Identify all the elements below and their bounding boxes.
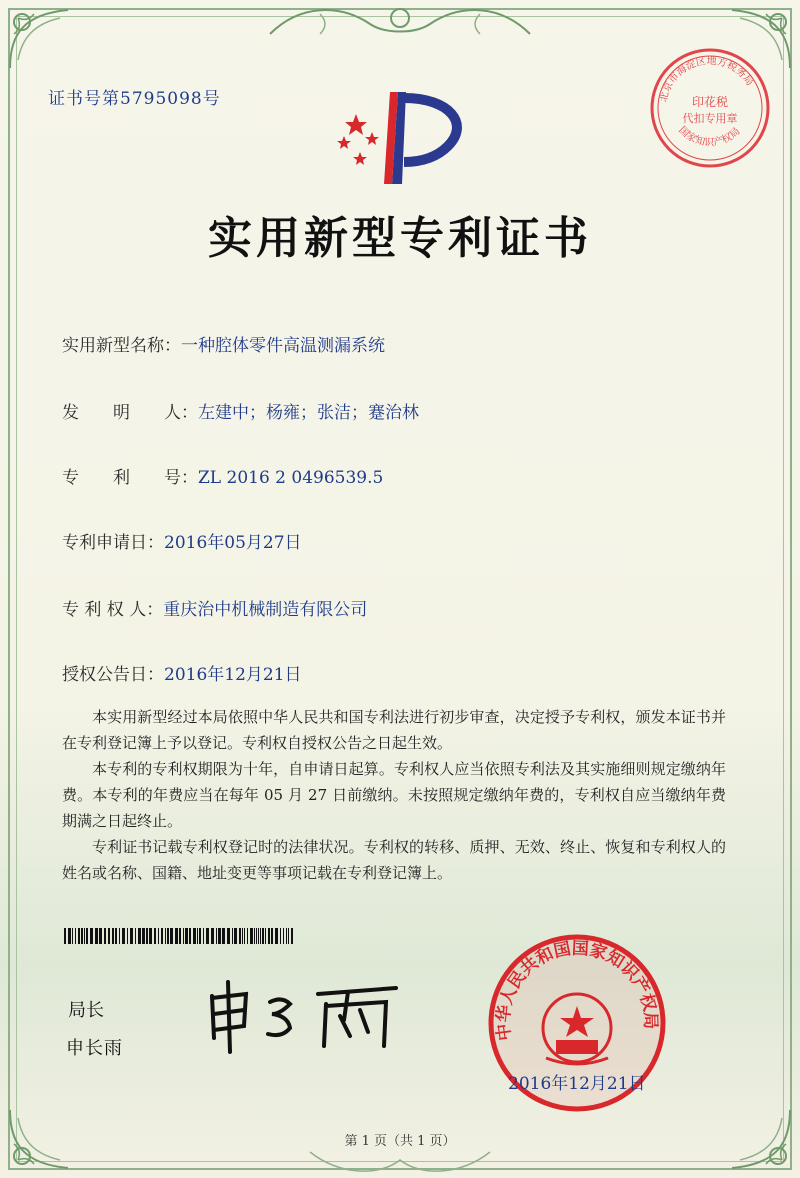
barcode-bar	[170, 928, 173, 944]
barcode-bar	[291, 928, 293, 944]
barcode-bar	[84, 928, 85, 944]
signatory-name: 申长雨	[66, 1038, 123, 1059]
handwritten-signature-icon	[200, 976, 410, 1056]
certificate-number: 证书号第5795098号	[48, 89, 221, 109]
field-label: 授权公告日：	[62, 665, 164, 685]
barcode-bar	[81, 928, 83, 944]
barcode-bar	[222, 928, 225, 944]
barcode-bar	[258, 928, 259, 944]
paragraph-text: 本专利的专利权期限为十年，自申请日起算。专利权人应当依照专利法及其实施细则规定缴纳年费。本专利的年费应当在每年 05 月 27 日前缴纳。未按照规定缴纳年费的，专利权自应当缴纳年费期满之日起终止。	[62, 760, 726, 830]
barcode-bar	[232, 928, 233, 944]
barcode-bar	[75, 928, 76, 944]
barcode-bar	[64, 928, 66, 944]
field-label: 专 利 权 人：	[62, 600, 164, 620]
barcode-bar	[108, 928, 110, 944]
certificate-title: 实用新型专利证书	[208, 213, 592, 264]
barcode-bar	[286, 928, 287, 944]
field-label: 发 明 人：	[62, 403, 198, 423]
barcode-bar	[142, 928, 145, 944]
stamp-duty-seal-icon	[648, 46, 772, 170]
barcode-bar	[247, 928, 248, 944]
application-date-field	[62, 528, 302, 553]
barcode-bar	[127, 928, 128, 944]
body-paragraph	[62, 756, 726, 834]
paragraph-text: 专利证书记载专利权登记时的法律状况。专利权的转移、质押、无效、终止、恢复和专利权人的姓名或名称、国籍、地址变更等事项记载在专利登记簿上。	[62, 838, 726, 882]
field-label: 专 利 号：	[62, 468, 198, 488]
barcode-icon	[64, 928, 296, 944]
barcode-bar	[283, 928, 284, 944]
barcode-bar	[239, 928, 241, 944]
barcode-bar	[265, 928, 266, 944]
issue-date: 2016年12月21日	[508, 1074, 646, 1094]
barcode-bar	[72, 928, 73, 944]
barcode-bar	[99, 928, 102, 944]
signatory-role: 局长	[68, 1000, 104, 1021]
patent-office-logo-icon	[330, 84, 480, 194]
barcode-bar	[183, 928, 184, 944]
barcode-bar	[227, 928, 230, 944]
inventor-field	[62, 398, 419, 423]
patent-number-field	[62, 463, 383, 488]
field-value: 2016年12月21日	[164, 665, 302, 685]
top-ornament-icon	[260, 4, 540, 44]
utility-model-name-field	[62, 331, 385, 356]
barcode-bar	[130, 928, 133, 944]
barcode-bar	[199, 928, 201, 944]
barcode-bar	[275, 928, 278, 944]
field-label: 实用新型名称：	[62, 336, 181, 356]
body-paragraph	[62, 704, 726, 756]
barcode-bar	[256, 928, 257, 944]
barcode-bar	[185, 928, 188, 944]
barcode-bar	[122, 928, 125, 944]
page-number: 第 1 页（共 1 页）	[344, 1134, 456, 1149]
field-value: 2016年05月27日	[164, 533, 302, 553]
barcode-bar	[95, 928, 98, 944]
barcode-bar	[149, 928, 152, 944]
barcode-bar	[288, 928, 289, 944]
field-value: 左建中；杨雍；张洁；蹇治林	[198, 403, 419, 423]
barcode-bar	[203, 928, 204, 944]
barcode-bar	[242, 928, 243, 944]
barcode-bar	[244, 928, 245, 944]
barcode-bar	[211, 928, 214, 944]
barcode-bar	[280, 928, 281, 944]
barcode-bar	[262, 928, 264, 944]
svg-text:北京市海淀区地方税务局: 北京市海淀区地方税务局	[658, 55, 756, 104]
patentee-field	[62, 595, 367, 620]
barcode-bar	[193, 928, 196, 944]
barcode-bar	[218, 928, 221, 944]
field-value: 重庆治中机械制造有限公司	[163, 600, 368, 620]
svg-text:代扣专用章: 代扣专用章	[682, 112, 738, 125]
corner-ornament-icon	[4, 4, 74, 74]
barcode-bar	[250, 928, 253, 944]
svg-text:国家知识产权局: 国家知识产权局	[676, 124, 743, 149]
barcode-bar	[138, 928, 141, 944]
barcode-bar	[112, 928, 114, 944]
barcode-bar	[189, 928, 191, 944]
field-value: ZL 2016 2 0496539.5	[198, 468, 384, 488]
paragraph-text: 本实用新型经过本局依照中华人民共和国专利法进行初步审查，决定授予专利权，颁发本证书并在专利登记簿上予以登记。专利权自授权公告之日起生效。	[62, 708, 726, 752]
barcode-bar	[165, 928, 166, 944]
barcode-bar	[197, 928, 198, 944]
svg-text:中华人民共和国国家知识产权局: 中华人民共和国国家知识产权局	[493, 938, 661, 1042]
barcode-bar	[68, 928, 71, 944]
bottom-ornament-icon	[300, 1146, 500, 1176]
barcode-bar	[119, 928, 120, 944]
barcode-bar	[179, 928, 181, 944]
barcode-bar	[175, 928, 178, 944]
barcode-bar	[86, 928, 88, 944]
barcode-bar	[158, 928, 159, 944]
barcode-bar	[268, 928, 270, 944]
barcode-bar	[260, 928, 261, 944]
barcode-bar	[161, 928, 163, 944]
barcode-bar	[254, 928, 255, 944]
barcode-bar	[90, 928, 93, 944]
barcode-bar	[206, 928, 209, 944]
barcode-bar	[271, 928, 273, 944]
body-paragraph	[62, 834, 726, 886]
field-value: 一种腔体零件高温测漏系统	[181, 336, 385, 356]
barcode-bar	[135, 928, 136, 944]
barcode-bar	[167, 928, 169, 944]
barcode-bar	[115, 928, 117, 944]
svg-text:印花税: 印花税	[691, 95, 729, 109]
barcode-bar	[146, 928, 148, 944]
barcode-bar	[154, 928, 156, 944]
barcode-bar	[104, 928, 106, 944]
field-label: 专利申请日：	[62, 533, 164, 553]
announcement-date-field	[62, 660, 302, 685]
barcode-bar	[234, 928, 237, 944]
barcode-bar	[216, 928, 217, 944]
barcode-bar	[78, 928, 80, 944]
